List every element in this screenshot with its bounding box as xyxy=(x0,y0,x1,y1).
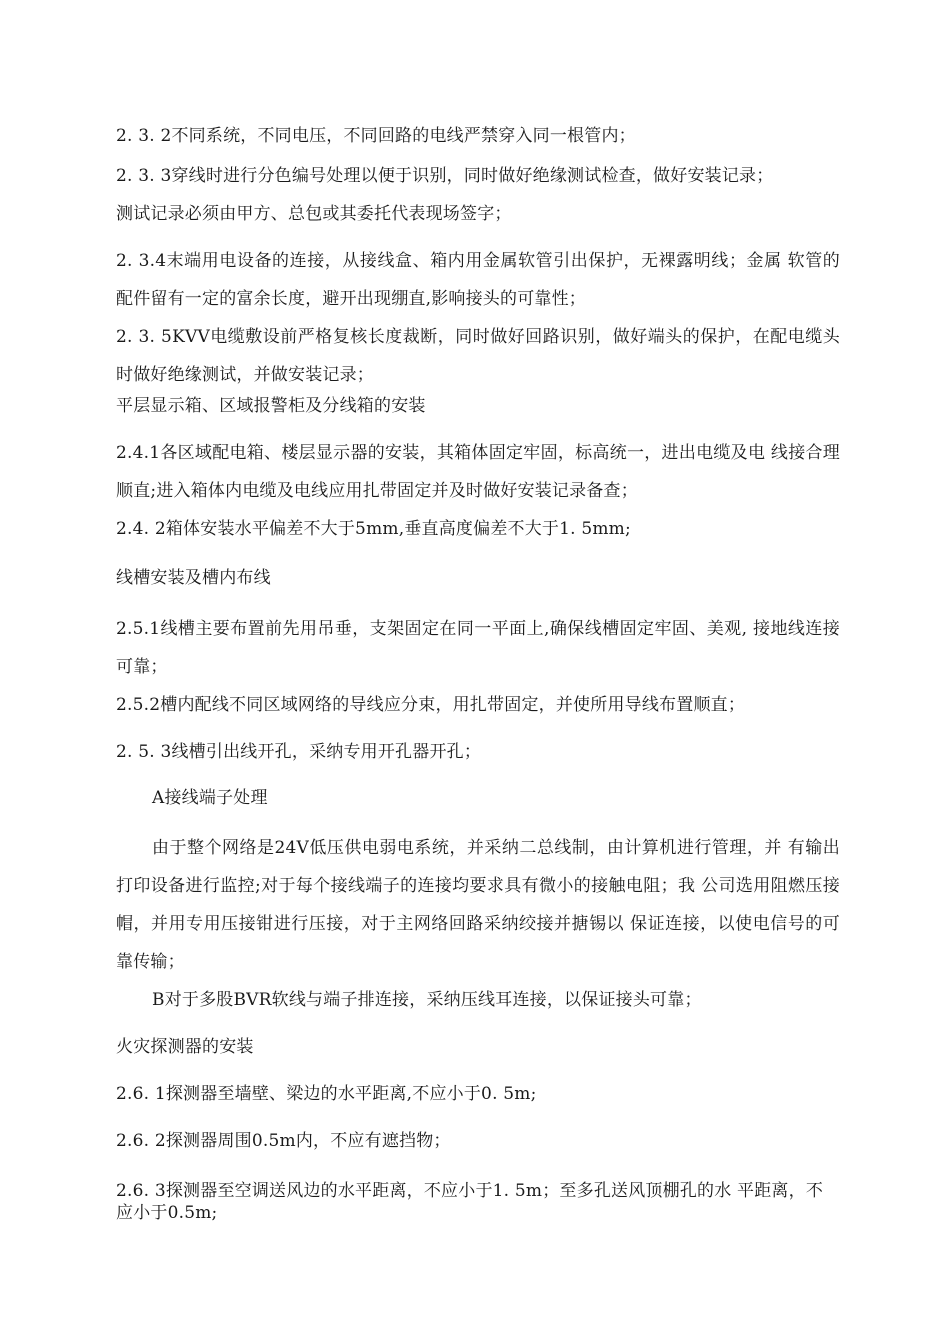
text-line: 2.4. 2箱体安装水平偏差不大于5mm,垂直高度偏差不大于1. 5mm; xyxy=(116,519,631,539)
section-heading: 火灾探测器的安装 xyxy=(116,1037,254,1057)
text-line: 测试记录必须由甲方、总包或其委托代表现场签字； xyxy=(116,204,512,224)
text-line: 2.6. 1探测器至墙壁、梁边的水平距离,不应小于0. 5m; xyxy=(116,1084,537,1104)
text-paragraph: 2. 3. 5KVV电缆敷设前严格复核长度裁断，同时做好回路识别，做好端头的保护，在配电缆头时做好绝缘测试，并做安装记录； xyxy=(116,327,840,385)
text-paragraph: 2. 3.4末端用电设备的连接，从接线盒、箱内用金属软管引出保护，无裸露明线；金属 软管的配件留有一定的富余长度，避开出现绷直,影响接头的可靠性； xyxy=(116,251,840,309)
text-line: 2.5.2槽内配线不同区域网络的导线应分束，用扎带固定，并使所用导线布置顺直； xyxy=(116,695,746,715)
text-line: 2.6. 2探测器周围0.5m内，不应有遮挡物； xyxy=(116,1131,451,1151)
text-paragraph: 2.6. 3探测器至空调送风边的水平距离，不应小于1. 5m；至多孔送风顶棚孔的水 平距离，不应小于0.5m; xyxy=(116,1181,824,1223)
text-line: 2. 5. 3线槽引出线开孔，采纳专用开孔器开孔； xyxy=(116,742,482,762)
section-heading: 平层显示箱、区域报警柜及分线箱的安装 xyxy=(116,396,426,416)
section-heading: 线槽安装及槽内布线 xyxy=(116,568,271,588)
text-line: B对于多股BVR软线与端子排连接，采纳压线耳连接，以保证接头可靠； xyxy=(152,990,702,1010)
text-paragraph: 2.4.1各区域配电箱、楼层显示器的安装，其箱体固定牢固，标高统一，进出电缆及电 线接合理顺直;进入箱体内电缆及电线应用扎带固定并及时做好安装记录备查； xyxy=(116,443,840,501)
text-line: 2. 3. 2不同系统，不同电压，不同回路的电线严禁穿入同一根管内； xyxy=(116,126,636,146)
text-paragraph: 2.5.1线槽主要布置前先用吊垂，支架固定在同一平面上,确保线槽固定牢固、美观, 接地线连接可靠； xyxy=(116,619,840,677)
subsection-heading: A接线端子处理 xyxy=(152,788,268,808)
text-paragraph: 由于整个网络是24V低压供电弱电系统，并采纳二总线制，由计算机进行管理，并 有输出打印设备进行监控;对于每个接线端子的连接均要求具有微小的接触电阻；我 公司选用阻燃压接帽，并用专用压接钳进行压接，对于主网络回路采纳绞接并搪锡以 保证连接，以使电信号的可靠传输； xyxy=(116,838,840,972)
text-line: 2. 3. 3穿线时进行分色编号处理以便于识别，同时做好绝缘测试检查，做好安装记录； xyxy=(116,166,774,186)
